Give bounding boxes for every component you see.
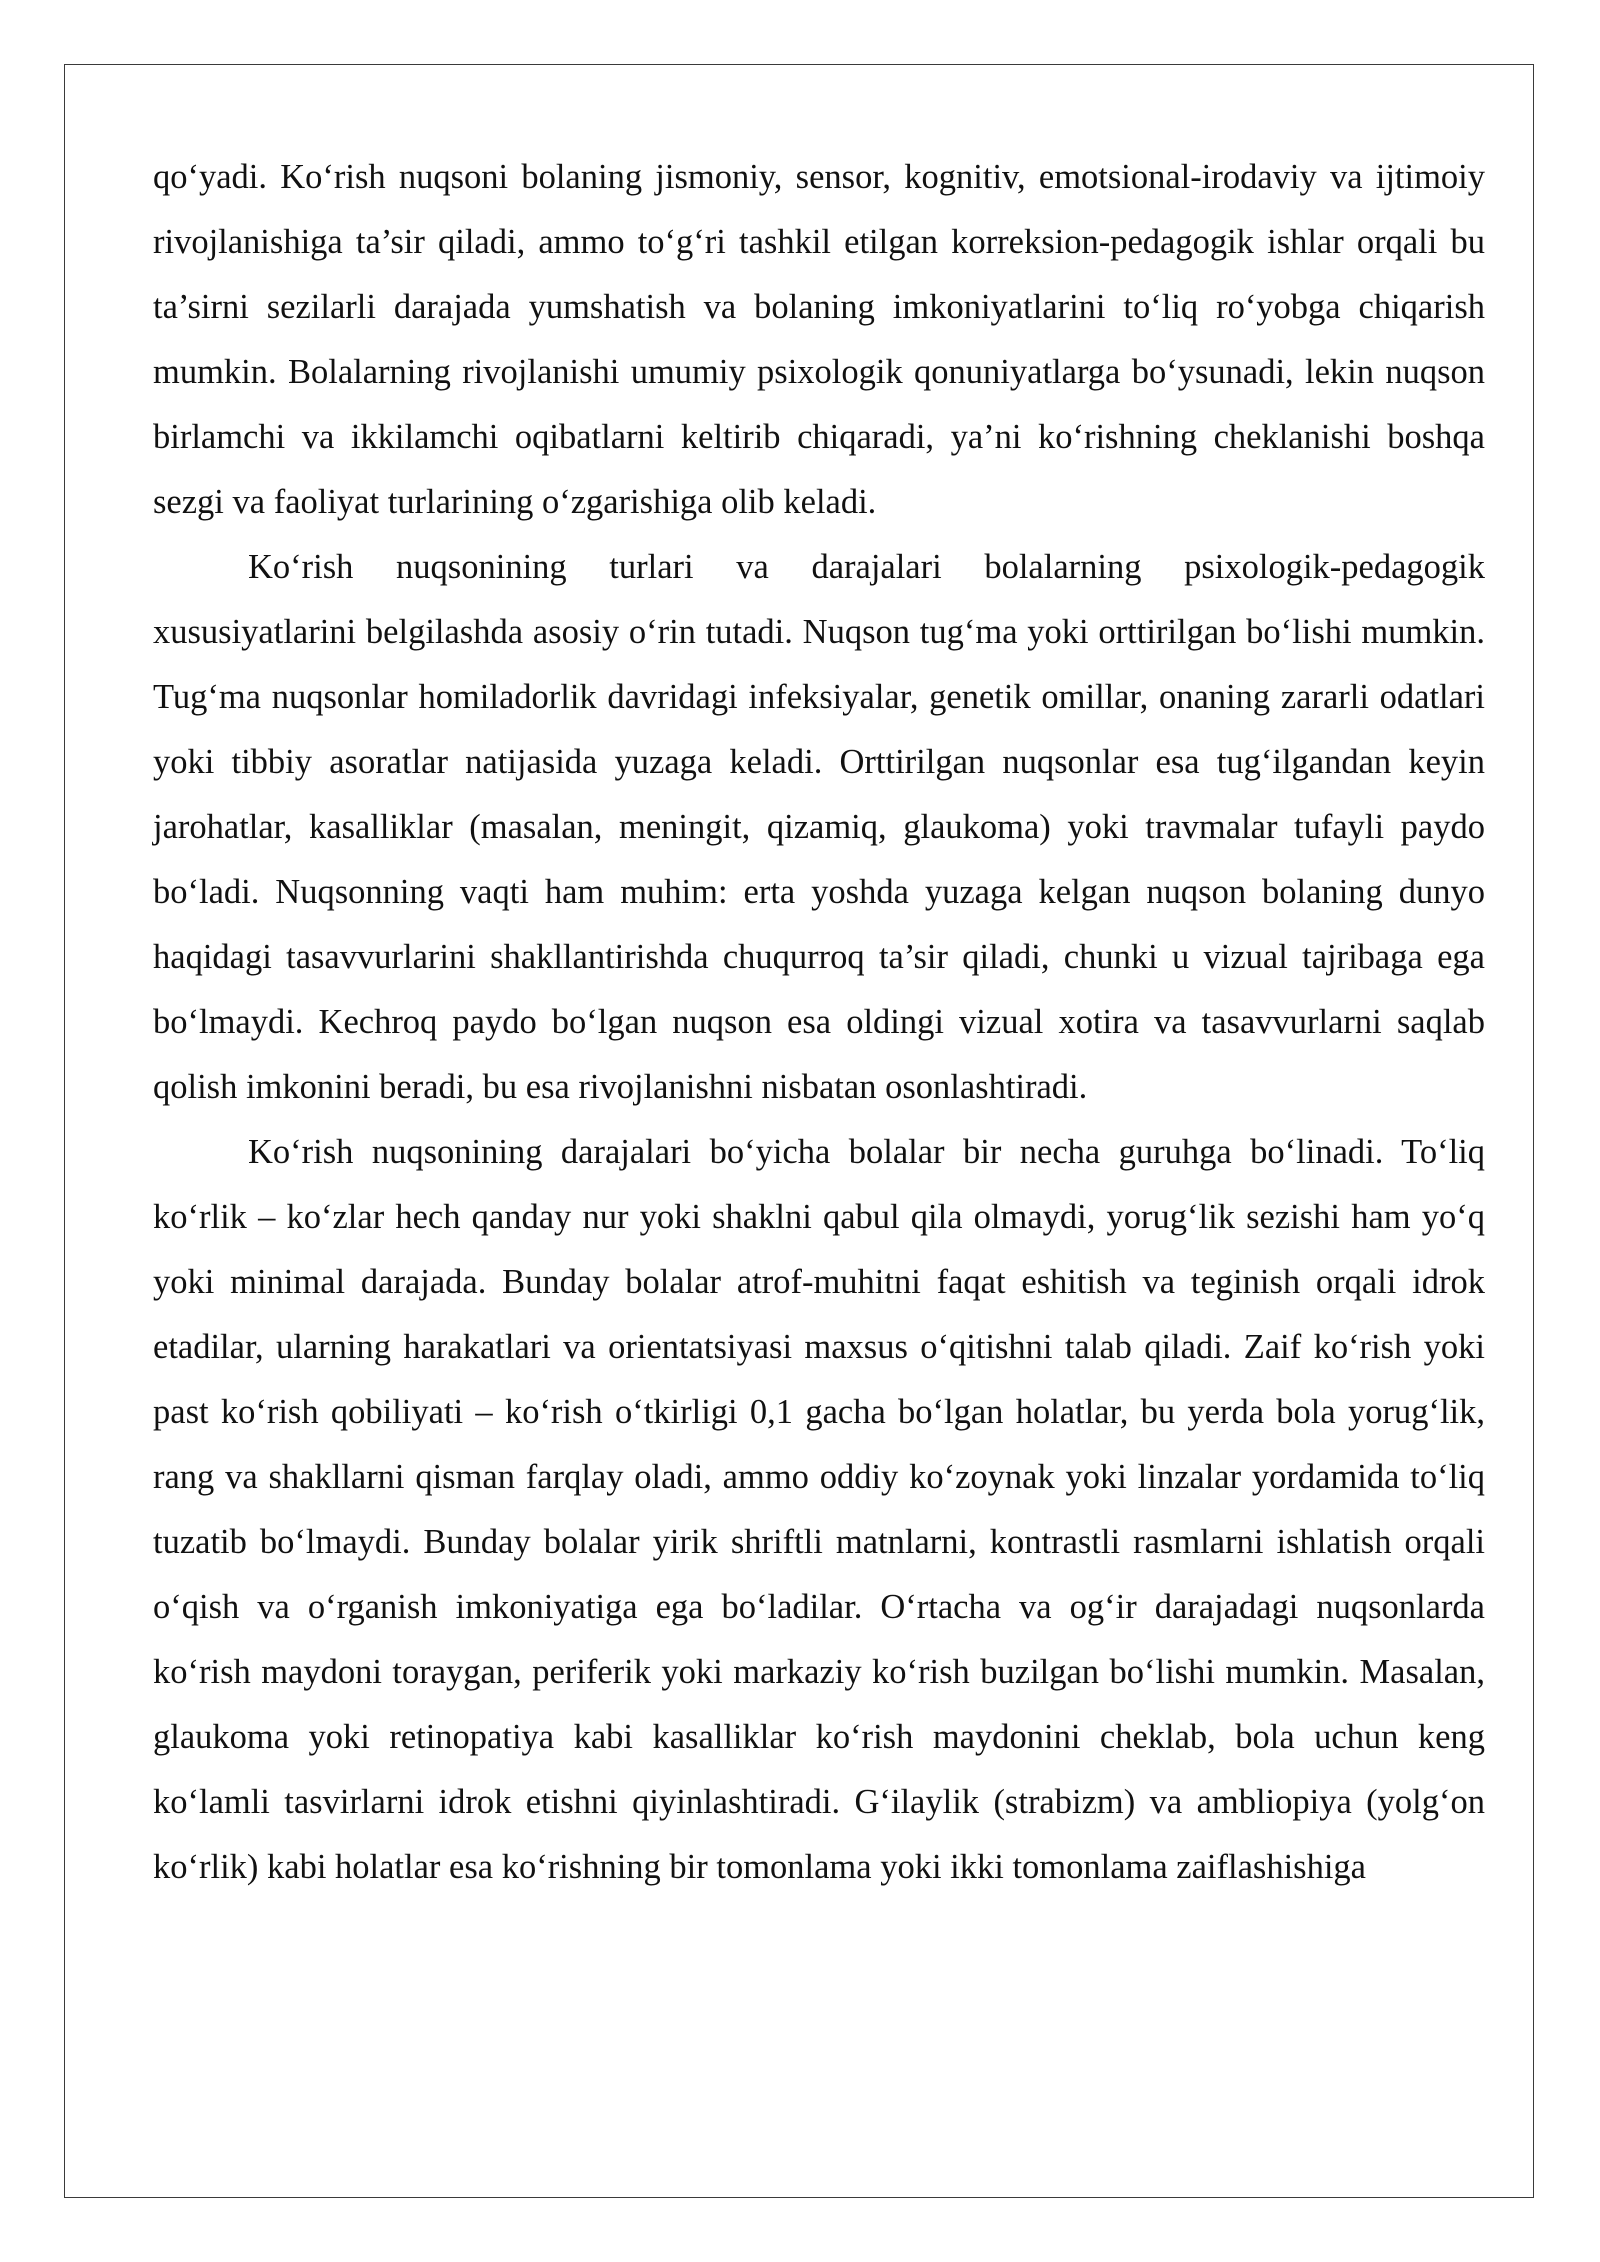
paragraph-degrees-of-impairment: Ko‘rish nuqsonining darajalari bo‘yicha bolalar bir necha guruhga bo‘linadi. To‘liq ko‘rlik – ko‘zlar hech qanday nur yoki shaklni qabul qila olmaydi, yorug‘lik sezishi ham yo‘q yoki minimal darajada. Bunday bolalar atrof-muhitni faqat eshitish va teginish orqali idrok etadilar, ularning harakatlari va orientatsiyasi maxsus o‘qitishni talab qiladi. Zaif ko‘rish yoki past ko‘rish qobiliyati – ko‘rish o‘tkirligi 0,1 gacha bo‘lgan holatlar, bu yerda bola yorug‘lik, rang va shakllarni qisman farqlay oladi, ammo oddiy ko‘zoynak yoki linzalar yordamida to‘liq tuzatib bo‘lmaydi. Bunday bolalar yirik shriftli matnlarni, kontrastli rasmlarni ishlatish orqali o‘qish va o‘rganish imkoniyatiga ega bo‘ladilar. O‘rtacha va og‘ir darajadagi nuqsonlarda ko‘rish maydoni toraygan, periferik yoki markaziy ko‘rish buzilgan bo‘lishi mumkin. Masalan, glaukoma yoki retinopatiya kabi kasalliklar ko‘rish maydonini cheklab, bola uchun keng ko‘lamli tasvirlarni idrok etishni qiyinlashtiradi. G‘ilaylik (strabizm) va ambliopiya (yolg‘on ko‘rlik) kabi holatlar esa ko‘rishning bir tomonlama yoki ikki tomonlama zaiflashishiga <box>153 1133 1485 1886</box>
document-body <box>153 145 1485 1900</box>
paragraph-types-of-impairment: Ko‘rish nuqsonining turlari va darajalari bolalarning psixologik-pedagogik xususiyatlarini belgilashda asosiy o‘rin tutadi. Nuqson tug‘ma yoki orttirilgan bo‘lishi mumkin. Tug‘ma nuqsonlar homiladorlik davridagi infeksiyalar, genetik omillar, onaning zararli odatlari yoki tibbiy asoratlar natijasida yuzaga keladi. Orttirilgan nuqsonlar esa tug‘ilgandan keyin jarohatlar, kasalliklar (masalan, meningit, qizamiq, glaukoma) yoki travmalar tufayli paydo bo‘ladi. Nuqsonning vaqti ham muhim: erta yoshda yuzaga kelgan nuqson bolaning dunyo haqidagi tasavvurlarini shakllantirishda chuqurroq ta’sir qiladi, chunki u vizual tajribaga ega bo‘lmaydi. Kechroq paydo bo‘lgan nuqson esa oldingi vizual xotira va tasavvurlarni saqlab qolish imkonini beradi, bu esa rivojlanishni nisbatan osonlashtiradi. <box>153 548 1485 1106</box>
paragraph-continuation: qo‘yadi. Ko‘rish nuqsoni bolaning jismoniy, sensor, kognitiv, emotsional-irodaviy va ijtimoiy rivojlanishiga ta’sir qiladi, ammo to‘g‘ri tashkil etilgan korreksion-pedagogik ishlar orqali bu ta’sirni sezilarli darajada yumshatish va bolaning imkoniyatlarini to‘liq ro‘yobga chiqarish mumkin. Bolalarning rivojlanishi umumiy psixologik qonuniyatlarga bo‘ysunadi, lekin nuqson birlamchi va ikkilamchi oqibatlarni keltirib chiqaradi, ya’ni ko‘rishning cheklanishi boshqa sezgi va faoliyat turlarining o‘zgarishiga olib keladi. <box>153 158 1485 521</box>
